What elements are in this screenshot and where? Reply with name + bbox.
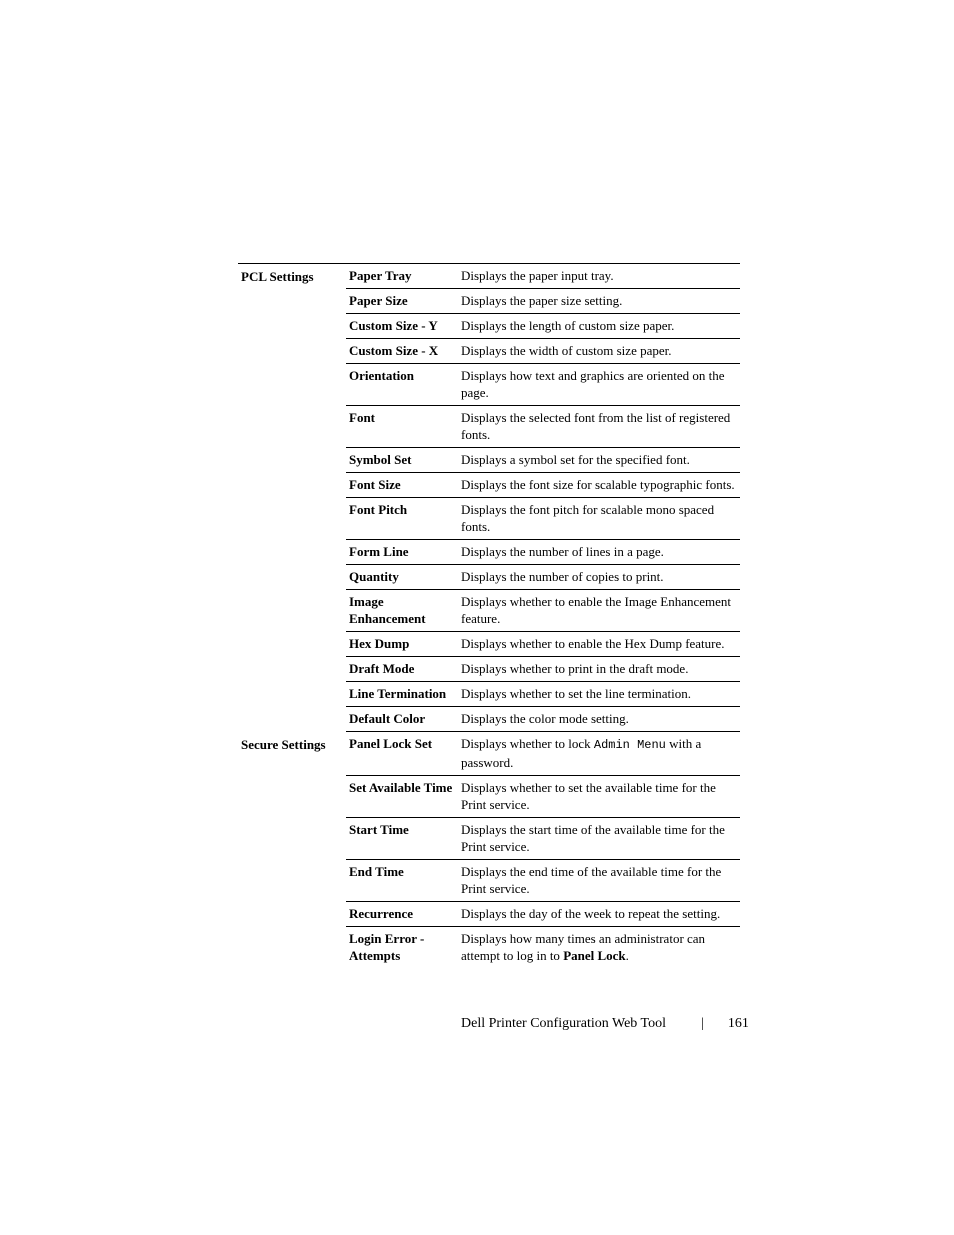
footer-title: Dell Printer Configuration Web Tool	[461, 1016, 667, 1031]
desc-text: Displays how many times an administrator can attempt to log in to	[461, 931, 706, 963]
table-row	[346, 590, 740, 632]
section-label: PCL Settings	[241, 269, 314, 284]
settings-table	[238, 263, 740, 968]
table-row	[346, 927, 740, 968]
table-row	[346, 406, 740, 448]
setting-description: Displays the number of lines in a page.	[461, 544, 664, 559]
setting-name: Form Line	[349, 544, 409, 559]
setting-name: Recurrence	[349, 906, 414, 921]
section-secure-settings	[238, 732, 740, 968]
setting-name: Font Size	[349, 477, 401, 492]
footer-separator: |	[701, 1016, 704, 1031]
setting-description	[458, 735, 740, 771]
setting-description: Displays whether to print in the draft mode.	[461, 661, 689, 676]
page-footer	[461, 1015, 749, 1033]
setting-description: Displays whether to set the line termination.	[461, 686, 691, 701]
setting-name: Font	[349, 410, 375, 425]
section-label: Secure Settings	[241, 737, 326, 752]
table-row	[346, 540, 740, 565]
setting-description: Displays the paper size setting.	[461, 293, 623, 308]
setting-name: Draft Mode	[349, 661, 415, 676]
table-row	[346, 776, 740, 818]
setting-description: Displays the start time of the available time for the Print service.	[461, 822, 725, 854]
setting-description: Displays the number of copies to print.	[461, 569, 664, 584]
setting-description: Displays whether to set the available time for the Print service.	[461, 780, 716, 812]
setting-description: Displays the font size for scalable typographic fonts.	[461, 477, 735, 492]
table-row	[346, 860, 740, 902]
table-row	[346, 657, 740, 682]
setting-description: Displays the width of custom size paper.	[461, 343, 672, 358]
setting-description: Displays the paper input tray.	[461, 268, 614, 283]
setting-name: End Time	[349, 864, 404, 879]
setting-description: Displays whether to enable the Image Enhancement feature.	[461, 594, 732, 626]
setting-name: Paper Size	[349, 293, 408, 308]
table-row	[346, 264, 740, 289]
setting-description: Displays the selected font from the list of registered fonts.	[461, 410, 731, 442]
setting-description: Displays the end time of the available time for the Print service.	[461, 864, 722, 896]
table-row	[346, 498, 740, 540]
setting-name: Custom Size - X	[349, 343, 439, 358]
setting-name: Start Time	[349, 822, 409, 837]
setting-description: Displays whether to enable the Hex Dump feature.	[461, 636, 725, 651]
table-row	[346, 902, 740, 927]
table-row	[346, 818, 740, 860]
setting-name: Login Error - Attempts	[349, 931, 425, 963]
desc-text: .	[625, 948, 629, 963]
table-row	[346, 314, 740, 339]
setting-name: Font Pitch	[349, 502, 408, 517]
desc-text: Displays whether to lock	[461, 736, 594, 751]
setting-description: Displays the font pitch for scalable mono spaced fonts.	[461, 502, 715, 534]
setting-name: Set Available Time	[349, 780, 453, 795]
table-row	[346, 364, 740, 406]
setting-name: Orientation	[349, 368, 414, 383]
setting-name: Line Termination	[349, 686, 447, 701]
section-pcl-settings	[238, 264, 740, 732]
table-row	[346, 448, 740, 473]
section-rows	[346, 264, 740, 732]
desc-text: with a password.	[461, 736, 702, 770]
setting-name: Hex Dump	[349, 636, 410, 651]
table-row	[346, 339, 740, 364]
setting-description	[458, 930, 740, 964]
table-row	[346, 289, 740, 314]
setting-description: Displays how text and graphics are oriented on the page.	[461, 368, 725, 400]
menu-code-text: Admin Menu	[593, 738, 666, 752]
table-row	[346, 565, 740, 590]
section-rows	[346, 732, 740, 968]
setting-name: Paper Tray	[349, 268, 412, 283]
bold-term: Panel Lock	[563, 948, 626, 963]
table-row	[346, 707, 740, 732]
setting-name: Symbol Set	[349, 452, 412, 467]
setting-name: Quantity	[349, 569, 399, 584]
table-row	[346, 732, 740, 776]
setting-description: Displays a symbol set for the specified font.	[461, 452, 690, 467]
setting-name: Custom Size - Y	[349, 318, 438, 333]
table-row	[346, 473, 740, 498]
setting-description: Displays the color mode setting.	[461, 711, 629, 726]
setting-description: Displays the length of custom size paper.	[461, 318, 675, 333]
table-row	[346, 632, 740, 657]
setting-name: Panel Lock Set	[349, 736, 433, 751]
table-row	[346, 682, 740, 707]
setting-name: Default Color	[349, 711, 426, 726]
page-number: 161	[727, 1016, 749, 1031]
setting-description: Displays the day of the week to repeat the setting.	[461, 906, 721, 921]
setting-name: Image Enhancement	[349, 594, 426, 626]
